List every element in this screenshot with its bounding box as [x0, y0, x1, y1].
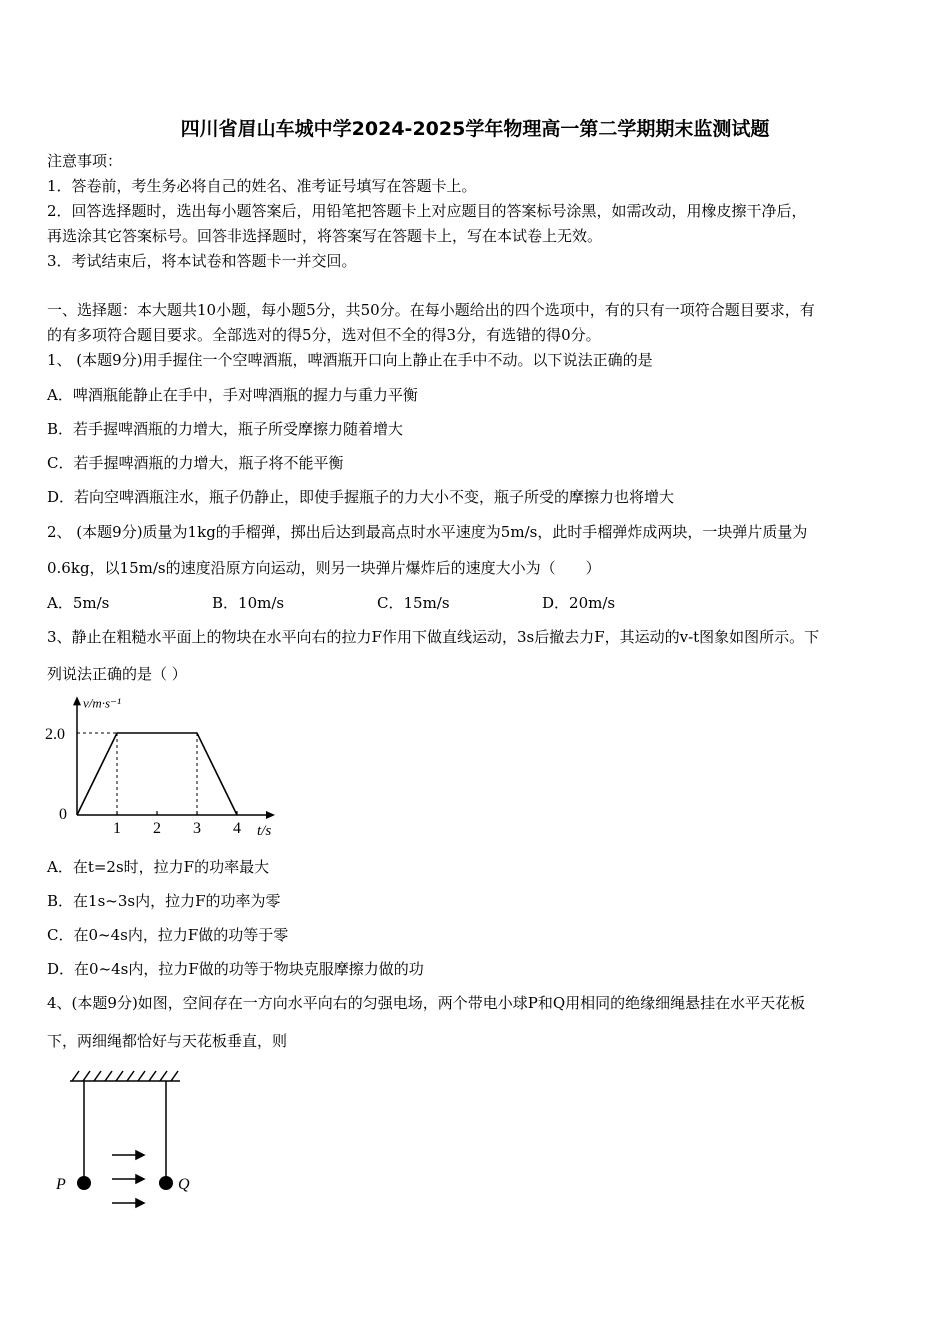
section-intro-line2: 的有多项符合题目要求。全部选对的得5分，选对但不全的得3分，有选错的得0分。 [47, 326, 601, 344]
ball-q [159, 1176, 173, 1190]
q2-option-a: A．5m/s [47, 594, 110, 612]
ceiling [70, 1071, 180, 1081]
q1-option-d: D．若向空啤酒瓶注水，瓶子仍静止，即使手握瓶子的力大小不变，瓶子所受的摩擦力也将增大 [47, 488, 675, 506]
q2-option-b: B．10m/s [212, 594, 285, 612]
q1-stem: 1、 (本题9分)用手握住一个空啤酒瓶，啤酒瓶开口向上静止在手中不动。以下说法正确的是 [47, 351, 653, 369]
page-title: 四川省眉山车城中学2024-2025学年物理高一第二学期期末监测试题 [180, 118, 770, 140]
q1-option-c: C．若手握啤酒瓶的力增大，瓶子将不能平衡 [47, 454, 344, 472]
x-tick-label: 2 [153, 820, 161, 837]
field-arrows [112, 1151, 144, 1207]
notice-item-3: 3．考试结束后，将本试卷和答题卡一并交回。 [47, 252, 357, 270]
q4-stem-line1: 4、(本题9分)如图，空间存在一方向水平向右的匀强电场，两个带电小球P和Q用相同的绝缘细绳悬挂在水平天花板 [47, 994, 806, 1012]
vt-series-line [77, 733, 237, 815]
notice-item-1: 1．答卷前，考生务必将自己的姓名、准考证号填写在答题卡上。 [47, 177, 477, 195]
notice-item-2: 2．回答选择题时，选出每小题答案后，用铅笔把答题卡上对应题目的答案标号涂黑，如需改动，用橡皮擦干净后， [47, 202, 807, 220]
q1-option-a: A．啤酒瓶能静止在手中，手对啤酒瓶的握力与重力平衡 [47, 386, 418, 404]
section-intro-line1: 一、选择题：本大题共10小题，每小题5分，共50分。在每小题给出的四个选项中，有的只有一项符合题目要求，有 [47, 301, 815, 319]
vt-chart [40, 690, 310, 845]
y-tick-label: 2.0 [45, 726, 65, 743]
q2-stem-line2: 0.6kg，以15m/s的速度沿原方向运动，则另一块弹片爆炸后的速度大小为（ ） [47, 559, 601, 577]
q1-option-b: B．若手握啤酒瓶的力增大，瓶子所受摩擦力随着增大 [47, 420, 404, 438]
x-tick-label: 4 [233, 820, 241, 837]
q3-option-a: A．在t=2s时，拉力F的功率最大 [47, 858, 270, 876]
label-q: Q [178, 1176, 190, 1193]
label-p: P [56, 1176, 66, 1193]
q2-stem-line1: 2、 (本题9分)质量为1kg的手榴弹，掷出后达到最高点时水平速度为5m/s，此时手榴弹炸成两块，一块弹片质量为 [47, 523, 808, 541]
q2-option-c: C．15m/s [377, 594, 450, 612]
q2-option-d: D．20m/s [542, 594, 616, 612]
y-axis-arrow [73, 696, 81, 705]
notice-heading: 注意事项： [47, 152, 123, 170]
q3-stem-line1: 3、静止在粗糙水平面上的物块在水平向右的拉力F作用下做直线运动，3s后撤去力F，其运动的v-t图象如图所示。下 [47, 628, 820, 646]
y-axis-label: v/m·s⁻¹ [83, 695, 121, 711]
q3-option-b: B．在1s~3s内，拉力F的功率为零 [47, 892, 281, 910]
q3-stem-line2: 列说法正确的是（ ） [47, 665, 187, 683]
x-tick-label: 0 [59, 806, 67, 823]
ball-p [77, 1176, 91, 1190]
x-tick-label: 1 [113, 820, 121, 837]
x-axis-label: t/s [257, 823, 272, 839]
q3-option-d: D．在0~4s内，拉力F做的功等于物块克服摩擦力做的功 [47, 960, 424, 978]
x-axis-arrow [266, 811, 275, 819]
q4-stem-line2: 下，两细绳都恰好与天花板垂直，则 [47, 1032, 288, 1050]
q3-option-c: C．在0~4s内，拉力F做的功等于零 [47, 926, 289, 944]
q4-figure [50, 1065, 210, 1215]
notice-item-2-cont: 再选涂其它答案标号。回答非选择题时，将答案写在答题卡上，写在本试卷上无效。 [47, 227, 603, 245]
x-tick-label: 3 [193, 820, 201, 837]
